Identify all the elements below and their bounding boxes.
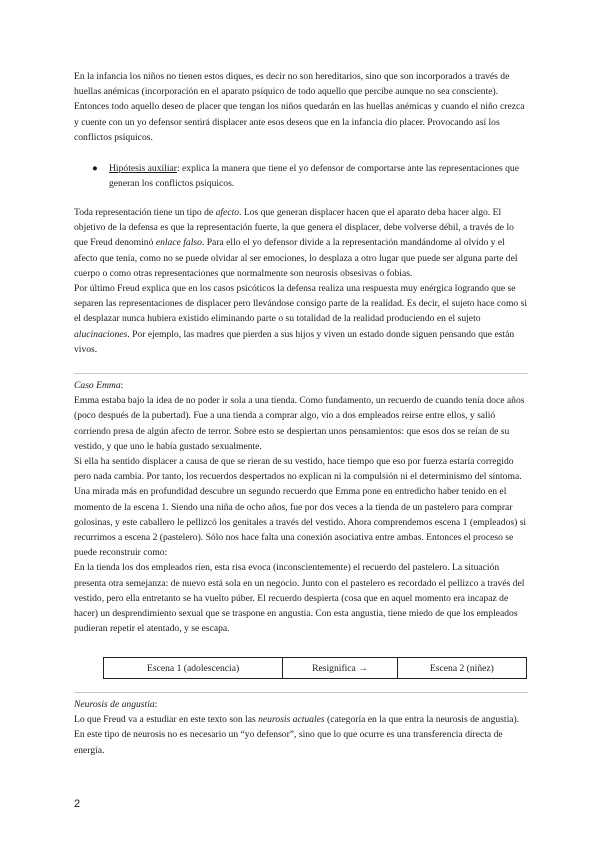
- neurosis-section: [74, 697, 528, 758]
- emma-heading: [74, 378, 528, 393]
- affect-p2-a: Por último Freud explica que en los casos psicóticos la defensa realiza una respuesta muy enérgica logrando que se separen las representaciones de displacer pero llevándose consigo parte de la realidad. Es decir, el sujeto hace como si el desplazar nunca hubiera existido eliminando parte o su totalidad de la realidad produciendo en el sujeto: [74, 283, 527, 325]
- affect-p2-b: . Por ejemplo, las madres que pierden a sus hijos y viven un estado donde siguen pensando que están vivos.: [74, 328, 515, 355]
- affect-paragraph-1: [74, 205, 528, 281]
- bullet-content: [109, 161, 524, 191]
- table-row: [104, 658, 527, 679]
- neurosis-paragraph: [74, 712, 528, 758]
- emma-title-colon: :: [120, 380, 124, 391]
- neurosis-heading: [74, 697, 528, 712]
- affect-p1-b: . Los que generan displacer hacen que el aparato deba hacer algo. El objetivo de la defensa es que la representación fuerte, la que genera el displacer, debe volverse débil, a través de lo que Freud denominó: [74, 207, 514, 249]
- intro-paragraph: [74, 69, 528, 145]
- affect-p1-a: Toda representación tiene un tipo de: [74, 207, 216, 218]
- neurosis-title-colon: :: [154, 699, 158, 710]
- table-cell-resignifica: Resignifica →: [283, 658, 398, 679]
- emma-paragraph-2: Si ella ha sentido displacer a causa de que se rieran de su vestido, hace tiempo que eso por fuerza estaría corregido pero nada cambia. Por tanto, los recuerdos despertados no explican ni la compulsión ni el determinismo del síntoma. Una mirada más en profundidad descubre un segundo recuerdo que Emma pone en entredicho haber tenido en el momento de la escena 1. Siendo una niña de ocho años, fue por dos veces a la tienda de un pastelero para comprar golosinas, y este caballero le pellizcó los genitales a través del vestido. Ahora comprendemos escena 1 (empleados) si recurrimos a escena 2 (pastelero). Sólo nos hace falta una conexión asociativa entre ambas. Entonces el proceso se puede reconstruir como:: [74, 456, 527, 559]
- affect-term-alucinaciones: alucinaciones: [74, 328, 128, 340]
- page-number: 2: [74, 798, 81, 810]
- neurosis-p-b: (categoría en la que entra la neurosis de angustia). En este tipo de neurosis no es necesario un “yo defensor”, sino que lo que ocurre es una transferencia directa de energía.: [74, 714, 520, 756]
- bullet-term: Hipótesis auxiliar: [109, 163, 177, 174]
- bullet-text: : explica la manera que tiene el yo defensor de comportarse ante las representaciones que generan los conflictos psíquicos.: [109, 163, 519, 190]
- resignification-table: [103, 657, 527, 679]
- emma-title: Caso Emma: [74, 380, 121, 391]
- emma-paragraph-3: En la tienda los dos empleados ríen, esta risa evoca (inconscientemente) el recuerdo del pastelero. La situación presenta otra semejanza: de nuevo está sola en un negocio. Junto con el pastelero es recordado el pellizco a través del vestido, pero ella entretanto se ha vuelto púber. El recuerdo despierta (cosa que en aquel momento era incapaz de hacer) un desprendimiento sexual que se traspone en angustia. Con esta angustia, tiene miedo de que los empleados pudieran repetir el atentado, y se escapa.: [74, 562, 525, 635]
- emma-section: [74, 378, 528, 636]
- section-divider: [74, 373, 528, 374]
- bullet-item-hipotesis: [92, 161, 524, 191]
- emma-paragraph-1: Emma estaba bajo la idea de no poder ir sola a una tienda. Como fundamento, un recuerdo de cuando tenía doce años (poco después de la pubertad). Fue a una tienda a comprar algo, vio a dos empleados reirse entre ellos, y salió corriendo presa de algún afecto de terror. Sobre esto se despiertan unos pensamientos: que esos dos se reían de su vestido, y que uno le había gustado sexualmente.: [74, 395, 525, 452]
- affect-p1-c: . Para ello el yo defensor divide a la representación mandándome al olvido y el afecto que tenía, como no se puede olvidar al ser emociones, lo desplaza a otro lugar que puede ser alguna parte del cuerpo o como otras representaciones que normalmente son neurosis obsesivas o fobias.: [74, 237, 518, 279]
- intro-text: En la infancia los niños no tienen estos diques, es decir no son hereditarios, sino que son incorporados a través de huellas anémicas (incorporación en el aparato psíquico de todo aquello que percibe aunque no sea consciente). Entonces todo aquello deseo de placer que tengan los niños quedarán en las huellas anémicas y cuando el niño crezca y cuente con un yo defensor sentirá displacer ante esos deseos que en la infancia dio placer. Provocando así los conflictos psíquicos.: [74, 71, 525, 143]
- neurosis-title: Neurosis de angustia: [74, 699, 155, 710]
- affect-section: [74, 205, 528, 357]
- table-cell-escena-2: Escena 2 (niñez): [397, 658, 526, 679]
- bullet-marker-icon: ●: [92, 163, 98, 174]
- neurosis-term-actuales: neurosis actuales: [258, 714, 325, 726]
- section-divider: [74, 692, 528, 693]
- affect-term-enlace-falso: enlace falso: [155, 237, 202, 249]
- table-cell-escena-1: Escena 1 (adolescencia): [104, 658, 283, 679]
- affect-term-afecto: afecto: [215, 207, 240, 218]
- neurosis-p-a: Lo que Freud va a estudiar en este texto son las: [74, 714, 259, 726]
- affect-paragraph-2: [74, 281, 528, 357]
